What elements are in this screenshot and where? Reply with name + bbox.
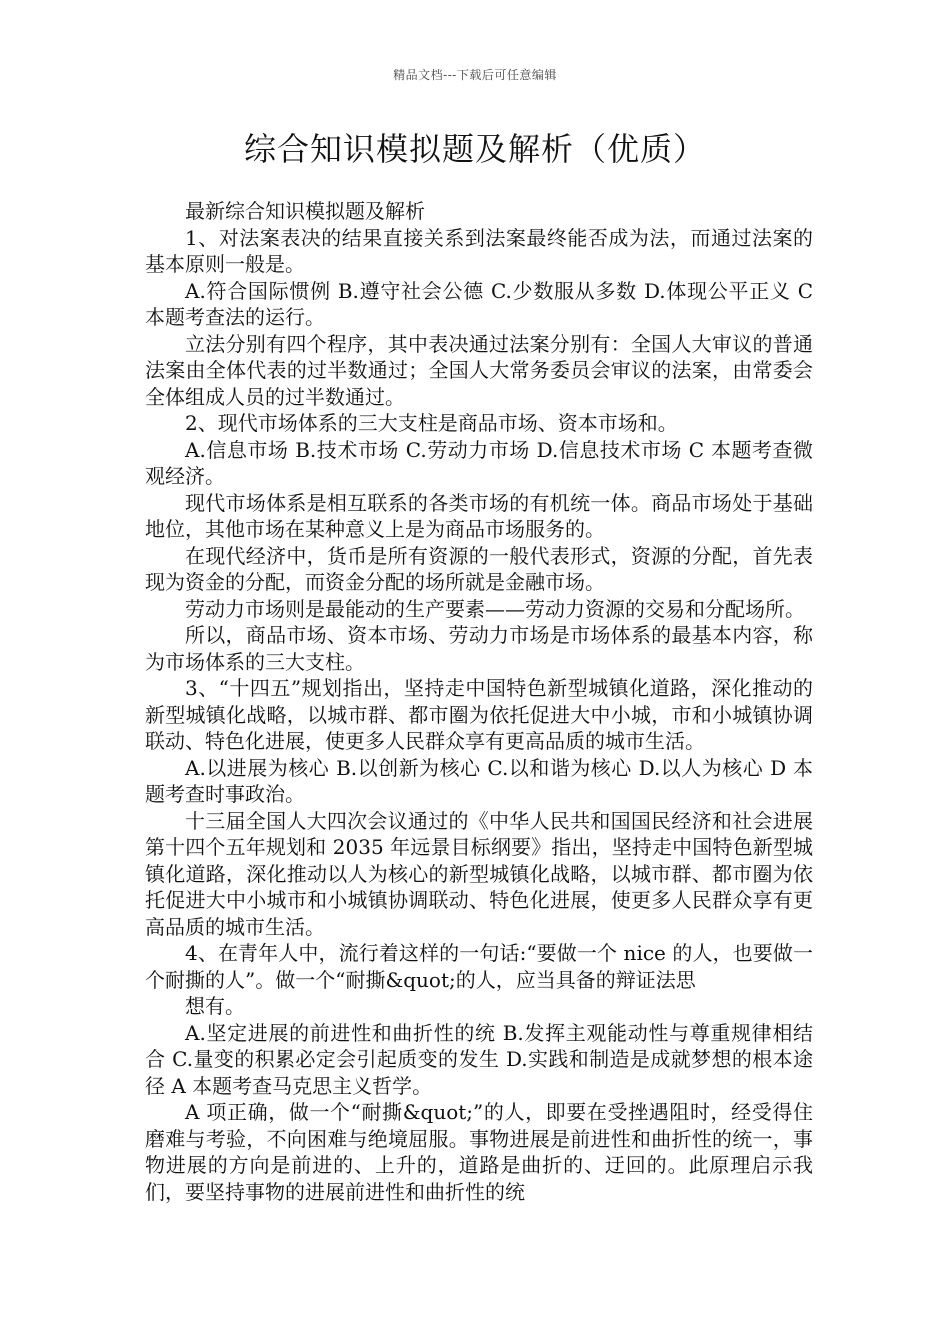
question-2-explanation-2: 在现代经济中，货币是所有资源的一般代表形式，资源的分配，首先表现为资金的分配，而资金分配的场所就是金融市场。 [145, 543, 813, 594]
page-header: 精品文档---下载后可任意编辑 [393, 68, 557, 82]
question-1: 1、对法案表决的结果直接关系到法案最终能否成为法，而通过法案的基本原则一般是。 [145, 225, 813, 276]
question-4-options: A.坚定进展的前进性和曲折性的统 B.发挥主观能动性与尊重规律相结合 C.量变的积累必定会引起质变的发生 D.实践和制造是成就梦想的根本途径 A 本题考查马克思主义哲学。 [145, 1020, 813, 1098]
subtitle-line: 最新综合知识模拟题及解析 [185, 199, 425, 223]
question-2-options: A.信息市场 B.技术市场 C.劳动力市场 D.信息技术市场 C 本题考查微观经济。 [145, 437, 813, 488]
question-2-explanation-1: 现代市场体系是相互联系的各类市场的有机统一体。商品市场处于基础地位，其他市场在某种意义上是为商品市场服务的。 [145, 490, 813, 541]
question-2: 2、现代市场体系的三大支柱是商品市场、资本市场和。 [185, 411, 678, 435]
question-3-explanation: 十三届全国人大四次会议通过的《中华人民共和国国民经济和社会进展第十四个五年规划和 2035 年远景目标纲要》指出，坚持走中国特色新型城镇化道路，深化推动以人为核心的新型城镇化战略，以城市群、都市圈为依托促进大中小城市和小城镇协调联动、特色化进展，使更多人民群众享有更高品质的城市生活。 [145, 808, 813, 939]
question-3-options: A.以进展为核心 B.以创新为核心 C.以和谐为核心 D.以人为核心 D 本题考查时事政治。 [145, 755, 813, 806]
question-1-explanation: 立法分别有四个程序，其中表决通过法案分别有：全国人大审议的普通法案由全体代表的过半数通过；全国人大常务委员会审议的法案，由常委会全体组成人员的过半数通过。 [145, 331, 813, 409]
question-2-explanation-3: 劳动力市场则是最能动的生产要素——劳动力资源的交易和分配场所。 [185, 596, 805, 621]
document-body [145, 198, 813, 1205]
document-title: 综合知识模拟题及解析（优质） [243, 130, 706, 168]
question-4: 4、在青年人中，流行着这样的一句话:“要做一个 nice 的人，也要做一个耐撕的人”。做一个“耐撕&quot;的人，应当具备的辩证法思 [145, 941, 813, 992]
question-2-explanation-4: 所以，商品市场、资本市场、劳动力市场是市场体系的最基本内容，称为市场体系的三大支柱。 [145, 623, 813, 674]
question-1-options: A.符合国际惯例 B.遵守社会公德 C.少数服从多数 D.体现公平正义 C 本题考查法的运行。 [145, 278, 813, 329]
question-3: 3、“十四五”规划指出，坚持走中国特色新型城镇化道路，深化推动的新型城镇化战略，以城市群、都市圈为依托促进大中小城，市和小城镇协调联动、特色化进展，使更多人民群众享有更高品质的城市生活。 [145, 676, 813, 753]
question-4-continued: 想有。 [185, 994, 245, 1018]
question-4-explanation: A 项正确，做一个“耐撕&quot;”的人，即要在受挫遇阻时，经受得住磨难与考验，不向困难与绝境屈服。事物进展是前进性和曲折性的统一，事物进展的方向是前进的、上升的，道路是曲折的、迂回的。此原理启示我们，要坚持事物的进展前进性和曲折性的统 [145, 1100, 813, 1204]
